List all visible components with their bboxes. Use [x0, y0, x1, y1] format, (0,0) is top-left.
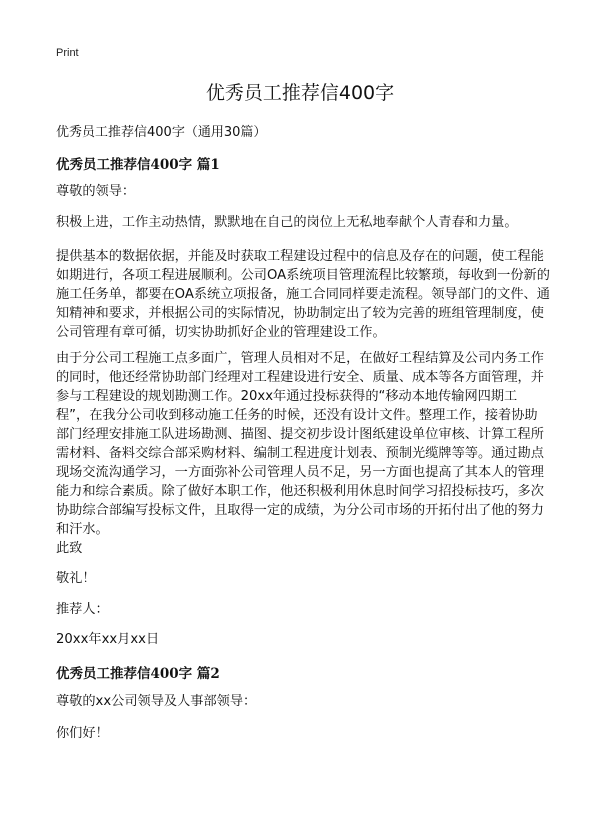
paragraph-1: 积极上进，工作主动热情，默默地在自己的岗位上无私地奉献个人青春和力量。	[56, 215, 518, 230]
paragraph-2: 提供基本的数据依据，并能及时获取工程建设过程中的信息及存在的问题，使工程能如期进行，各项工程进展顺利。公司OA系统项目管理流程比较繁琐，每收到一份新的施工任务单，都要在OA系统立项报备，施工合同同样要走流程。领导部门的文件、通知精神和要求，并根据公司的实际情况，协助制定出了较为完善的班组管理制度，使公司管理有章可循，切实协助抓好企业的管理建设工作。	[56, 249, 550, 340]
regards: 敬礼！	[56, 571, 96, 586]
section-heading-1: 优秀员工推荐信400字 篇1	[56, 157, 220, 173]
print-label[interactable]: Print	[56, 47, 79, 59]
document-title: 优秀员工推荐信400字	[205, 82, 395, 104]
document-subtitle: 优秀员工推荐信400字（通用30篇）	[56, 125, 267, 140]
salutation-1: 尊敬的领导：	[56, 184, 136, 199]
salutation-2: 尊敬的xx公司领导及人事部领导：	[56, 694, 257, 709]
paragraph-3: 由于分公司工程施工点多面广，管理人员相对不足，在做好工程结算及公司内务工作的同时，他还经常协助部门经理对工程建设进行安全、质量、成本等各方面管理，并参与工程建设的规划勘测工作。20xx年通过投标获得的“移动本地传输网四期工程”，在我分公司收到移动施工任务的时候，还没有设计文件。整理工作，接着协助部门经理安排施工队进场勘测、描图、提交初步设计图纸建设单位审核、计算工程所需材料、备料交综合部采购材料、编制工程进度计划表、预制光缆牌等等。通过勘点现场交流沟通学习，一方面弥补公司管理人员不足，另一方面也提高了其本人的管理能力和综合素质。除了做好本职工作，他还积极利用休息时间学习招投标技巧，多次协助综合部编写投标文件，且取得一定的成绩，为分公司市场的开拓付出了他的努力和汗水。	[56, 351, 544, 537]
greeting-2: 你们好！	[56, 726, 109, 741]
section-heading-2: 优秀员工推荐信400字 篇2	[56, 666, 220, 682]
closing: 此致	[56, 541, 83, 556]
recommender-label: 推荐人：	[56, 602, 109, 617]
date: 20xx年xx月xx日	[56, 632, 160, 647]
